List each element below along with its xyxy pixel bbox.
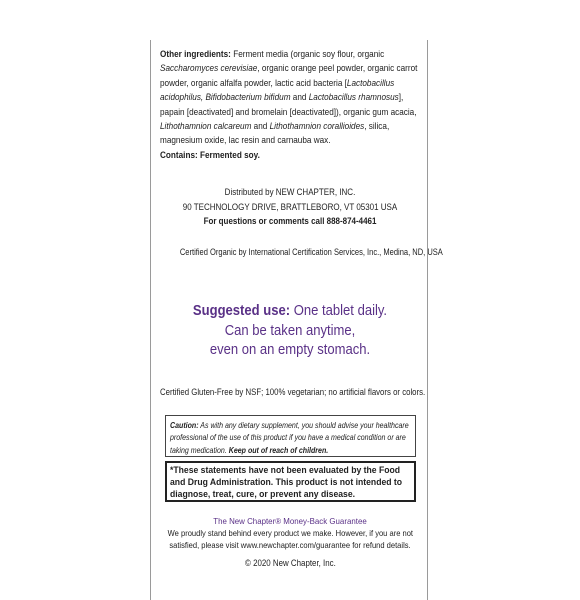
suggested-use (151, 301, 429, 360)
ingredients-italic: Lithothamnion calcareum (160, 121, 252, 132)
guarantee-title: The New Chapter® Money-Back Guarantee (213, 516, 367, 526)
ingredients-label: Other ingredients: (160, 49, 231, 59)
contains-allergen: Contains: Fermented soy. (160, 150, 260, 160)
ingredients-italic: Lactobacillus rhamnosus (308, 92, 399, 103)
ingredients-text: , organic orange peel powder, organic carrot powder, organic alfalfa powder, lactic acid bacteria [ (160, 63, 418, 88)
suggested-use-line-3: even on an empty stomach. (209, 341, 371, 358)
gluten-free-statement: Certified Gluten-Free by NSF; 100% vegetarian; no artificial flavors or colors. (160, 387, 426, 397)
other-ingredients (160, 47, 422, 148)
ingredients-text: ], papain [deactivated] and bromelain [deactivated]), organic gum acacia, (160, 92, 417, 117)
distributor-phone: For questions or comments call 888-874-4461 (203, 216, 377, 227)
copyright-text: © 2020 New Chapter, Inc. (244, 558, 336, 568)
caution-keep-away: Keep out of reach of children. (228, 444, 329, 455)
certified-organic (151, 247, 443, 257)
ingredients-italic: Lithothamnion corallioides (269, 121, 365, 132)
guarantee-line-2: satisfied, please visit www.newchapter.com/guarantee for refund details. (169, 540, 411, 550)
ingredients-text: , silica, magnesium oxide, lac resin and carnauba wax. (160, 121, 390, 146)
ingredients-italic: Lactobacillus acidophilus, Bifidobacterium bifidum (160, 77, 395, 103)
suggested-use-text: One tablet daily. (290, 302, 388, 319)
ingredients-italic: Saccharomyces cerevisiae (160, 63, 258, 74)
suggested-use-line-2: Can be taken anytime, (224, 321, 356, 339)
suggested-use-label: Suggested use: (192, 302, 291, 319)
distributor-name: Distributed by NEW CHAPTER, INC. (224, 187, 356, 197)
distributor-address: 90 TECHNOLOGY DRIVE, BRATTLEBORO, VT 05301 USA (182, 201, 398, 212)
copyright (151, 558, 429, 568)
fda-disclaimer-text: *These statements have not been evaluated by the Food and Drug Administration. This product is not intended to diagnose, treat, cure, or prevent any disease. (170, 464, 403, 499)
ingredients-text: Ferment media (organic soy flour, organic (230, 49, 385, 59)
guarantee-line-1: We proudly stand behind every product we make. However, if you are not (167, 528, 414, 538)
fda-disclaimer-box (165, 461, 416, 502)
caution-label: Caution: (170, 420, 199, 430)
caution-text: As with any dietary supplement, you should advise your healthcare professional of the use of this product if you have a medical condition or are taking medication. (170, 420, 409, 455)
caution-box (165, 415, 416, 457)
suggested-use-line-1 (169, 301, 411, 321)
ingredients-text: and (251, 121, 270, 132)
money-back-guarantee (151, 515, 429, 551)
label-panel (150, 40, 443, 600)
ingredients-text: and (290, 92, 309, 103)
certified-organic-text: Certified Organic by International Certification Services, Inc., Medina, ND, USA (179, 247, 443, 257)
distributor-info (151, 185, 429, 229)
